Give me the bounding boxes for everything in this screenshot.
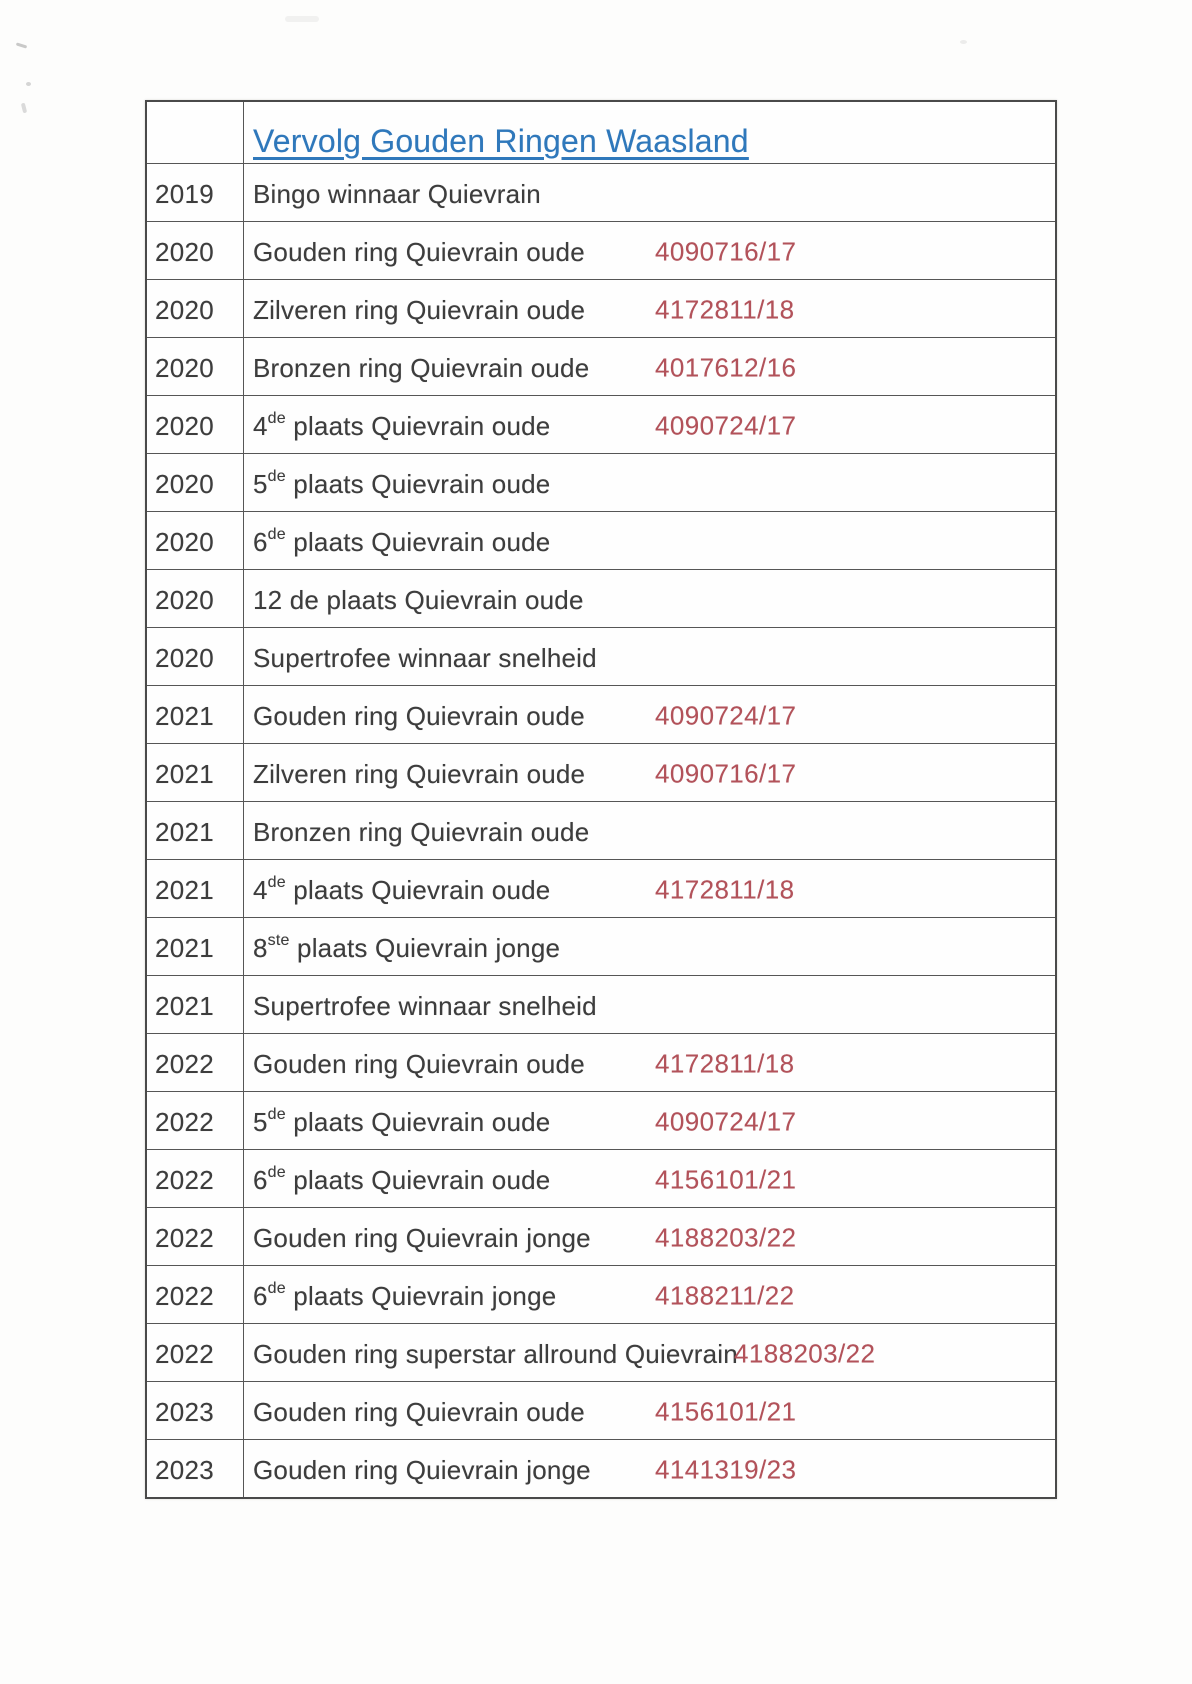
table-row (147, 975, 1055, 1033)
description-cell (243, 802, 1055, 859)
year-cell: 2019 (155, 179, 215, 209)
description-label: Supertrofee winnaar snelheid (253, 643, 597, 673)
table-row (147, 453, 1055, 511)
ring-number: 4172811/18 (655, 874, 795, 905)
description-cell (243, 744, 1055, 801)
description-label: 6de plaats Quievrain oude (253, 1164, 551, 1195)
ring-number: 4156101/21 (655, 1164, 797, 1195)
description-label: Gouden ring Quievrain oude (253, 237, 585, 267)
table-row (147, 743, 1055, 801)
year-cell: 2022 (155, 1281, 215, 1311)
description-cell (243, 454, 1055, 511)
table-row (147, 801, 1055, 859)
year-cell: 2022 (155, 1049, 215, 1079)
year-cell: 2020 (155, 411, 215, 441)
description-cell (243, 1266, 1055, 1323)
description-cell (243, 280, 1055, 337)
ring-number: 4172811/18 (655, 294, 795, 325)
ring-number: 4156101/21 (655, 1396, 797, 1427)
description-label: 5de plaats Quievrain oude (253, 468, 551, 499)
description-label: Gouden ring Quievrain oude (253, 701, 585, 731)
year-cell-empty (147, 102, 243, 163)
scan-artifact (16, 42, 27, 48)
description-label: Gouden ring Quievrain jonge (253, 1455, 591, 1485)
results-table (145, 100, 1057, 1499)
table-row (147, 859, 1055, 917)
table-rows (147, 163, 1055, 1497)
description-cell (243, 1150, 1055, 1207)
description-cell (243, 1092, 1055, 1149)
year-cell: 2020 (155, 353, 215, 383)
table-row (147, 1323, 1055, 1381)
year-cell: 2022 (155, 1223, 215, 1253)
year-cell: 2023 (155, 1397, 215, 1427)
year-cell: 2020 (155, 527, 215, 557)
ring-number: 4172811/18 (655, 1048, 795, 1079)
description-label: Bronzen ring Quievrain oude (253, 817, 590, 847)
year-cell: 2023 (155, 1455, 215, 1485)
ring-number: 4090716/17 (655, 236, 797, 267)
description-label: Gouden ring Quievrain jonge (253, 1223, 591, 1253)
description-label: Gouden ring Quievrain oude (253, 1397, 585, 1427)
table-row (147, 569, 1055, 627)
description-label: Gouden ring superstar allround Quievrain (253, 1339, 738, 1369)
table-row (147, 1207, 1055, 1265)
table-row (147, 1265, 1055, 1323)
year-cell: 2021 (155, 817, 215, 847)
table-row (147, 279, 1055, 337)
description-cell (243, 1382, 1055, 1439)
ring-number: 4188211/22 (655, 1280, 795, 1311)
table-row (147, 917, 1055, 975)
table-row (147, 1439, 1055, 1497)
description-cell (243, 396, 1055, 453)
description-label: 4de plaats Quievrain oude (253, 410, 551, 441)
description-cell (243, 1324, 1055, 1381)
year-cell: 2021 (155, 933, 215, 963)
description-cell (243, 1208, 1055, 1265)
title-cell (243, 102, 1055, 163)
ring-number: 4090724/17 (655, 700, 797, 731)
ring-number: 4090724/17 (655, 1106, 797, 1137)
scan-artifact (21, 103, 27, 114)
scan-artifact (26, 82, 31, 86)
description-cell (243, 1440, 1055, 1497)
year-cell: 2022 (155, 1107, 215, 1137)
ring-number: 4188203/22 (655, 1222, 797, 1253)
description-label: Supertrofee winnaar snelheid (253, 991, 597, 1021)
table-row (147, 221, 1055, 279)
description-label: Bingo winnaar Quievrain (253, 179, 541, 209)
year-cell: 2020 (155, 237, 215, 267)
table-row (147, 1033, 1055, 1091)
description-cell (243, 164, 1055, 221)
description-cell (243, 512, 1055, 569)
description-cell (243, 976, 1055, 1033)
scan-artifact (285, 16, 319, 22)
year-cell: 2020 (155, 585, 215, 615)
description-label: Zilveren ring Quievrain oude (253, 295, 586, 325)
year-cell: 2021 (155, 759, 215, 789)
table-row (147, 511, 1055, 569)
table-row (147, 395, 1055, 453)
description-cell (243, 222, 1055, 279)
table-row (147, 1149, 1055, 1207)
year-cell: 2020 (155, 643, 215, 673)
description-cell (243, 628, 1055, 685)
year-cell: 2021 (155, 875, 215, 905)
ring-number: 4188203/22 (734, 1338, 876, 1369)
description-cell (243, 686, 1055, 743)
title-row (147, 102, 1055, 163)
description-cell (243, 1034, 1055, 1091)
table-row (147, 1091, 1055, 1149)
table-row (147, 685, 1055, 743)
description-label: 6de plaats Quievrain jonge (253, 1280, 557, 1311)
description-label: Bronzen ring Quievrain oude (253, 353, 590, 383)
description-label: 5de plaats Quievrain oude (253, 1106, 551, 1137)
table-title: Vervolg Gouden Ringen Waasland (253, 123, 749, 159)
description-label: 4de plaats Quievrain oude (253, 874, 551, 905)
year-cell: 2021 (155, 701, 215, 731)
table-row (147, 627, 1055, 685)
description-label: 12 de plaats Quievrain oude (253, 585, 584, 615)
year-cell: 2021 (155, 991, 215, 1021)
ring-number: 4017612/16 (655, 352, 797, 383)
description-label: Zilveren ring Quievrain oude (253, 759, 586, 789)
ring-number: 4090724/17 (655, 410, 797, 441)
scan-artifact (960, 40, 967, 44)
description-cell (243, 338, 1055, 395)
description-cell (243, 570, 1055, 627)
description-label: 6de plaats Quievrain oude (253, 526, 551, 557)
year-cell: 2020 (155, 469, 215, 499)
description-cell (243, 860, 1055, 917)
description-cell (243, 918, 1055, 975)
year-cell: 2022 (155, 1339, 215, 1369)
table-row (147, 337, 1055, 395)
year-cell: 2020 (155, 295, 215, 325)
description-label: Gouden ring Quievrain oude (253, 1049, 585, 1079)
year-cell: 2022 (155, 1165, 215, 1195)
ring-number: 4141319/23 (655, 1454, 797, 1485)
ring-number: 4090716/17 (655, 758, 797, 789)
table-row (147, 163, 1055, 221)
description-label: 8ste plaats Quievrain jonge (253, 932, 561, 963)
table-row (147, 1381, 1055, 1439)
